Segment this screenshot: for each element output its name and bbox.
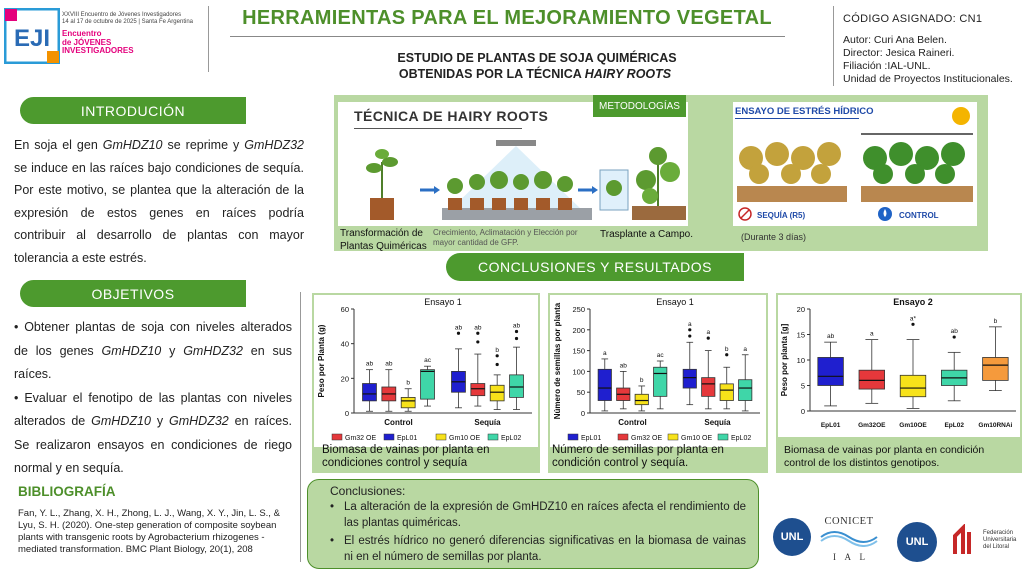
event-line-2: 14 al 17 de octubre de 2025 | Santa Fe Argentina xyxy=(62,19,193,25)
water-drop-icon xyxy=(878,207,892,221)
conicet-wave-icon xyxy=(819,527,879,547)
info-divider xyxy=(833,6,834,86)
outlier-point xyxy=(688,328,691,331)
significance-letter: b xyxy=(993,317,998,325)
group-label: Sequía xyxy=(704,418,731,427)
assigned-code: CÓDIGO ASIGNADO: CN1 xyxy=(843,13,983,25)
box-epl02 xyxy=(739,380,752,401)
group-label: Control xyxy=(618,418,647,427)
fed-line-1: Federación xyxy=(983,530,1014,536)
chart-3-caption: Biomasa de vainas por planta en condición control de los distintos genotipos. xyxy=(784,444,985,469)
federation-logo xyxy=(951,524,1021,560)
legend-swatch xyxy=(488,434,498,440)
legend-swatch xyxy=(332,434,342,440)
significance-letter: ab xyxy=(512,322,521,330)
significance-letter: b xyxy=(495,346,499,354)
duration-caption: (Durante 3 días) xyxy=(741,232,807,242)
legend-swatch xyxy=(668,434,678,440)
subtitle-line-2: OBTENIDAS POR LA TÉCNICA HAIRY ROOTS xyxy=(398,67,672,81)
conclusion-2: • El estrés hídrico no generó diferencias significativas en la biomasa de vainas ni en el número de semillas por planta. xyxy=(330,535,746,563)
chart-ensayo2-biomass xyxy=(778,295,1020,437)
title-underline xyxy=(230,36,785,37)
legend-swatch xyxy=(618,434,628,440)
legend-swatch xyxy=(718,434,728,440)
significance-letter: b xyxy=(639,376,644,384)
brand-line-3: INVESTIGADORES xyxy=(62,46,134,55)
step-3-caption: Trasplante a Campo. xyxy=(600,229,694,240)
group-label: Sequía xyxy=(474,418,501,427)
significance-letter: ab xyxy=(385,360,393,368)
unl-logo-2: UNL xyxy=(897,522,937,562)
y-tick-label: 250 xyxy=(572,305,585,314)
conclusion-1: • La alteración de la expresión de GmHDZ10 en raíces afecta el rendimiento de las plantas quiméricas. xyxy=(330,501,746,529)
brand-line-1: Encuentro xyxy=(62,29,102,38)
poster-subtitle xyxy=(210,50,864,82)
outlier-point xyxy=(476,340,479,343)
objectives-heading: OBJETIVOS xyxy=(20,280,246,307)
box-gm10-oe xyxy=(490,385,504,401)
significance-letter: ab xyxy=(454,324,463,332)
outlier-point xyxy=(953,335,956,338)
y-tick-label: 60 xyxy=(340,305,349,314)
conicet-logo xyxy=(816,516,882,570)
significance-letter: a xyxy=(706,329,711,337)
unit: Unidad de Proyectos Institucionales. xyxy=(843,73,1013,85)
box-gm10rnai xyxy=(983,357,1009,380)
outlier-point xyxy=(457,332,460,335)
no-water-icon xyxy=(739,208,751,220)
y-tick-label: 150 xyxy=(572,346,585,356)
outlier-point xyxy=(725,353,728,356)
legend-label: Gm32 OE xyxy=(631,435,663,442)
objectives-text xyxy=(14,316,292,481)
significance-letter: ab xyxy=(619,362,627,370)
y-tick-label: 20 xyxy=(796,305,805,314)
fed-line-2: Universitaria xyxy=(983,537,1017,543)
chart-1-caption: Biomasa de vainas por planta en condiciones control y sequía xyxy=(322,444,490,469)
significance-letter: a xyxy=(869,330,874,338)
category-label: Gm32OE xyxy=(858,422,886,429)
box-epl02 xyxy=(654,367,667,396)
drought-plants-icon xyxy=(737,142,847,202)
left-divider xyxy=(300,292,301,562)
y-tick-label: 0 xyxy=(580,409,585,418)
step-2-caption: Crecimiento, Aclimatación y Elección por mayor cantidad de GFP. xyxy=(433,228,578,247)
y-tick-label: 15 xyxy=(796,330,805,340)
hairy-roots-title: TÉCNICA DE HAIRY ROOTS xyxy=(354,108,549,124)
y-tick-label: 40 xyxy=(340,339,349,349)
chart-title: Ensayo 2 xyxy=(893,297,933,307)
category-label: Gm10OE xyxy=(899,422,927,429)
plant-pot-icon xyxy=(366,149,398,220)
stress-title: ENSAYO DE ESTRÉS HÍDRICO xyxy=(735,106,874,117)
box-epl01 xyxy=(683,369,696,388)
outlier-point xyxy=(515,337,518,340)
category-label: EpL01 xyxy=(820,422,841,429)
legend-label: EpL01 xyxy=(581,435,602,442)
legend-label: EpL02 xyxy=(501,435,522,442)
outlier-point xyxy=(476,332,479,335)
box-gm10-oe xyxy=(401,397,415,407)
box-gm10-oe xyxy=(720,384,733,401)
info-block xyxy=(843,13,1013,86)
chart-title: Ensayo 1 xyxy=(656,297,694,307)
legend-label: Gm32 OE xyxy=(345,435,377,442)
legend-swatch xyxy=(384,434,394,440)
brand-line-2: de JÓVENES xyxy=(62,37,112,47)
outlier-point xyxy=(707,337,710,340)
outlier-point xyxy=(496,354,499,357)
y-axis-label: Número de semillas por planta xyxy=(553,302,562,420)
y-tick-label: 50 xyxy=(576,388,585,398)
box-epl01 xyxy=(818,357,844,385)
bibliography-text: Fan, Y. L., Zhang, X. H., Zhong, L. J., Wang, X. Y., Jin, L. S., & Lyu, S. H. (2020). One-step generation of composite soybean plants with transgenic roots by Agrobacterium rhizogenes -mediated transformation. BMC Plant Biology, 20(1), 208 xyxy=(18,508,280,555)
category-label: Gm10RNAi xyxy=(978,422,1013,429)
hairy-roots-figure xyxy=(338,102,688,226)
y-axis-label: Peso por planta [g] xyxy=(780,323,789,397)
y-tick-label: 0 xyxy=(344,409,349,418)
group-label: Control xyxy=(384,418,413,427)
field-plant-icon xyxy=(632,147,686,220)
methods-tab: METODOLOGÍAS xyxy=(593,95,686,117)
chart-ensayo1-biomass xyxy=(314,295,538,447)
step-1-caption: Transformación de Plantas Quiméricas xyxy=(340,228,427,252)
logo-divider xyxy=(208,6,209,72)
chart-2-caption: Número de semillas por planta en condición control y sequía. xyxy=(552,444,724,469)
logo-mark-text: EJI xyxy=(13,25,51,52)
box-gm32-oe xyxy=(471,384,485,396)
drought-label: SEQUÍA (R5) xyxy=(757,211,806,220)
unl-logo: UNL xyxy=(773,518,811,556)
eji-logo xyxy=(4,6,204,66)
outlier-point xyxy=(496,363,499,366)
y-tick-label: 20 xyxy=(340,374,349,384)
legend-swatch xyxy=(436,434,446,440)
legend-swatch xyxy=(568,434,578,440)
box-gm32-oe xyxy=(702,378,715,397)
legend-label: EpL02 xyxy=(731,435,752,442)
significance-letter: ab xyxy=(474,324,482,332)
category-label: EpL02 xyxy=(944,422,964,429)
hairy-roots-illustration xyxy=(338,102,688,226)
y-tick-label: 200 xyxy=(572,325,585,335)
growth-chamber-icon xyxy=(442,140,592,220)
box-epl01 xyxy=(598,369,611,400)
conclusions-heading: Conclusiones: xyxy=(330,484,406,498)
significance-letter: a xyxy=(743,345,748,353)
author: Autor: Curi Ana Belen. xyxy=(843,34,947,46)
control-label: CONTROL xyxy=(899,211,939,220)
drought-illustration xyxy=(733,102,977,226)
significance-letter: b xyxy=(406,379,410,387)
legend-label: Gm10 OE xyxy=(449,435,481,442)
box-gm10-oe xyxy=(635,394,648,404)
affiliation: Filiación :IAL-UNL. xyxy=(843,60,931,72)
significance-letter: a xyxy=(602,349,607,357)
bibliography-heading: BIBLIOGRAFÍA xyxy=(18,484,116,499)
control-plants-icon xyxy=(861,134,973,202)
eji-logo-mark xyxy=(4,8,60,64)
outlier-point xyxy=(911,323,914,326)
federation-mark-icon xyxy=(951,524,981,558)
intro-heading: INTRODUCIÓN xyxy=(20,97,246,124)
director: Director: Jesica Raineri. xyxy=(843,47,955,59)
objective-2: • Evaluar el fenotipo de las plantas con niveles alterados de GmHDZ10 y GmHDZ32 en raíces. Se realizaron ensayos en condiciones de riego normal y en sequía. xyxy=(14,390,292,475)
outlier-point xyxy=(688,334,691,337)
chart-ensayo1-seeds xyxy=(550,295,766,447)
y-tick-label: 10 xyxy=(796,356,805,365)
event-line-1: XXVIII Encuentro de Jóvenes Investigadores xyxy=(62,12,182,18)
conclusions-box xyxy=(307,479,759,569)
legend-label: EpL01 xyxy=(397,435,418,442)
intro-text: En soja el gen GmHDZ10 se reprime y GmHDZ32 se induce en las raíces bajo condiciones de sequía. Por este motivo, se plantea que la alteración de la expresión de estos genes en raíces podría contribuir al desarrollo de plantas con mayor tolerancia a este estrés. xyxy=(14,138,305,265)
box-epl01 xyxy=(363,384,377,401)
outlier-point xyxy=(515,330,518,333)
y-tick-label: 0 xyxy=(800,407,805,416)
y-tick-label: 5 xyxy=(800,381,805,391)
significance-letter: b xyxy=(724,345,729,353)
subtitle-line-1: ESTUDIO DE PLANTAS DE SOJA QUIMÉRICAS xyxy=(397,51,677,65)
results-heading: CONCLUSIONES Y RESULTADOS xyxy=(446,253,744,281)
box-gm10oe xyxy=(900,375,926,396)
significance-letter: a xyxy=(687,320,692,328)
y-axis-label: Peso por Planta (g) xyxy=(317,324,326,398)
significance-letter: ab xyxy=(365,360,374,368)
significance-letter: ac xyxy=(656,352,664,359)
objective-1: • Obtener plantas de soja con niveles alterados de los genes GmHDZ10 y GmHDZ32 en sus raíces. xyxy=(14,320,292,381)
box-epl02 xyxy=(421,370,435,399)
fed-line-3: del Litoral xyxy=(983,544,1010,550)
box-epl02 xyxy=(510,375,524,398)
significance-letter: ab xyxy=(826,333,835,341)
box-gm32oe xyxy=(859,370,885,389)
ial-label: I A L xyxy=(832,552,865,562)
conicet-label: CONICET xyxy=(824,516,874,527)
chart-title: Ensayo 1 xyxy=(424,297,462,307)
legend-label: Gm10 OE xyxy=(681,435,713,442)
significance-letter: ac xyxy=(424,357,431,365)
sun-icon xyxy=(952,107,970,125)
y-tick-label: 100 xyxy=(572,367,585,377)
significance-letter: a* xyxy=(909,315,917,323)
drought-figure xyxy=(733,102,977,226)
greenhouse-icon xyxy=(600,170,628,210)
significance-letter: ab xyxy=(950,328,958,336)
poster-title: HERRAMIENTAS PARA EL MEJORAMIENTO VEGETAL xyxy=(242,7,772,29)
